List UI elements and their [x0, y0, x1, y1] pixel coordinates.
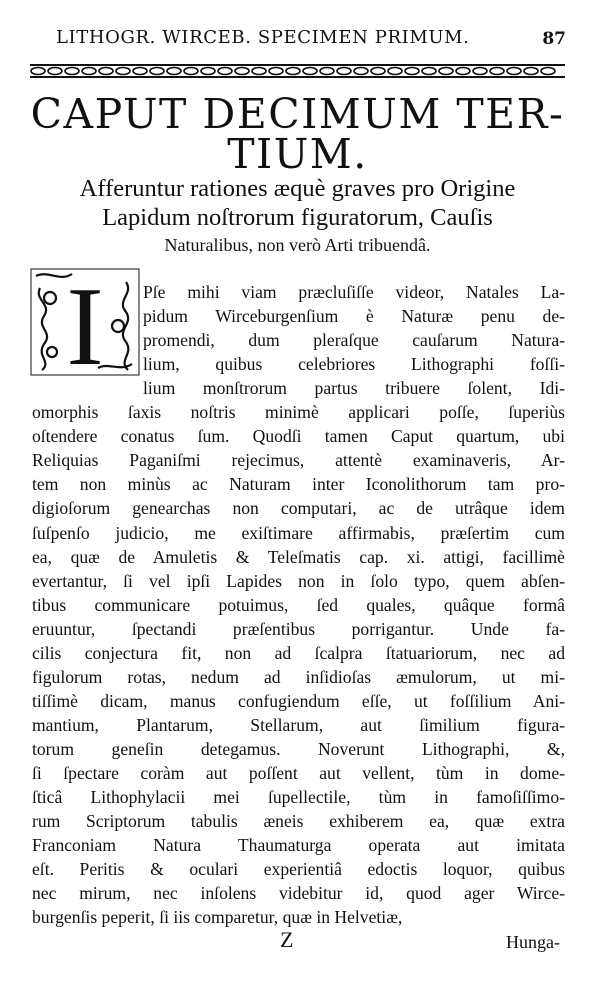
body-line: promendi, dum pleraſque cauſarum Natura-: [143, 330, 565, 351]
body-line: lium monſtrorum partus tribuere ſolent, Idi-: [143, 378, 565, 399]
body-line: ſi ſpectare coràm aut poſſent aut vellent, tùm in dome-: [32, 763, 565, 783]
body-line: tibus communicare potuimus, ſed quales, quâque formâ: [32, 594, 565, 615]
body-line: tem non minùs ac Naturam inter Iconolithorum tam pro-: [32, 474, 565, 495]
body-line: omorphis ſaxis noſtris minimè applicari poſſe, ſuperiùs: [32, 402, 565, 423]
body-line: mantium, Plantarum, Stellarum, aut ſimilium figura-: [32, 714, 565, 735]
body-line: ſticâ Lithophylacii mei ſupellectile, tùm in famoſiſſimo-: [32, 787, 565, 808]
chapter-title-line1: CAPUT DECIMUM TER-: [30, 90, 565, 138]
body-line: tiſſimè dicam, manus confugiendum eſſe, ut foſſilium Ani-: [32, 690, 565, 711]
body-line: evertantur, ſi vel ipſi Lapides non in ſolo typo, quem abſen-: [32, 570, 565, 591]
body-line: Franconiam Natura Thaumaturga operata aut imitata: [32, 835, 565, 856]
running-head-title: LITHOGR. WIRCEB. SPECIMEN PRIMUM.: [56, 27, 470, 48]
body-line: nec mirum, nec inſolens videbitur id, quod ager Wirce-: [32, 883, 565, 904]
body-line: Pſe mihi viam præcluſiſſe videor, Natales La-: [143, 282, 565, 302]
page-number: 87: [542, 29, 566, 49]
signature-mark: Z: [280, 927, 294, 952]
decorated-initial-i: [30, 268, 140, 376]
body-line: cilis conjectura fit, non ad ſcalpra ſtatuariorum, nec ad: [32, 642, 565, 663]
body-line: Reliquias Paganiſmi rejecimus, attentè examinaveris, Ar-: [32, 450, 565, 471]
ornamental-rule: [30, 63, 565, 79]
subtitle-line1: Afferuntur rationes æquè graves pro Origine: [79, 175, 516, 202]
chapter-title-line2: TIUM.: [227, 130, 368, 178]
body-line: eſt. Peritis & oculari experientiâ edoctis loquor, quibus: [32, 859, 565, 880]
body-line: figulorum rotas, nedum ad inſidioſas æmulorum, ut mi-: [32, 666, 565, 687]
body-line: ea, quæ de Amuletis & Teleſmatis cap. xi. attigi, facillimè: [32, 546, 565, 567]
subtitle-line2: Lapidum noſtrorum figuratorum, Cauſis: [102, 204, 493, 231]
body-line: ſuſpenſo judicio, me exiſtimare affirmabis, præſertim cum: [32, 522, 565, 543]
dropcap-letter: I: [66, 268, 104, 376]
subtitle-line3: Naturalibus, non verò Arti tribuendâ.: [164, 235, 431, 255]
body-line: eruuntur, ſpectandi præſentibus porrigantur. Unde fa-: [32, 618, 565, 639]
body-line: lium, quibus celebriores Lithographi foſſi-: [143, 354, 565, 375]
body-line: torum geneſin detegamus. Noverunt Lithographi, &,: [32, 738, 565, 759]
catchword: Hunga-: [506, 932, 560, 952]
body-line: pidum Wirceburgenſium è Naturæ penu de-: [143, 306, 565, 327]
body-line: burgenſis peperit, ſi iis comparetur, quæ in Helvetiæ,: [32, 907, 403, 928]
running-head: [56, 27, 566, 53]
body-line: rum Scriptorum tabulis æneis exhiberem ea, quæ extra: [32, 811, 565, 832]
body-line: digioſorum genearchas non computari, ac de utrâque idem: [32, 498, 565, 519]
body-line: oſtendere conatus ſum. Quodſi tamen Caput quartum, ubi: [32, 426, 565, 447]
